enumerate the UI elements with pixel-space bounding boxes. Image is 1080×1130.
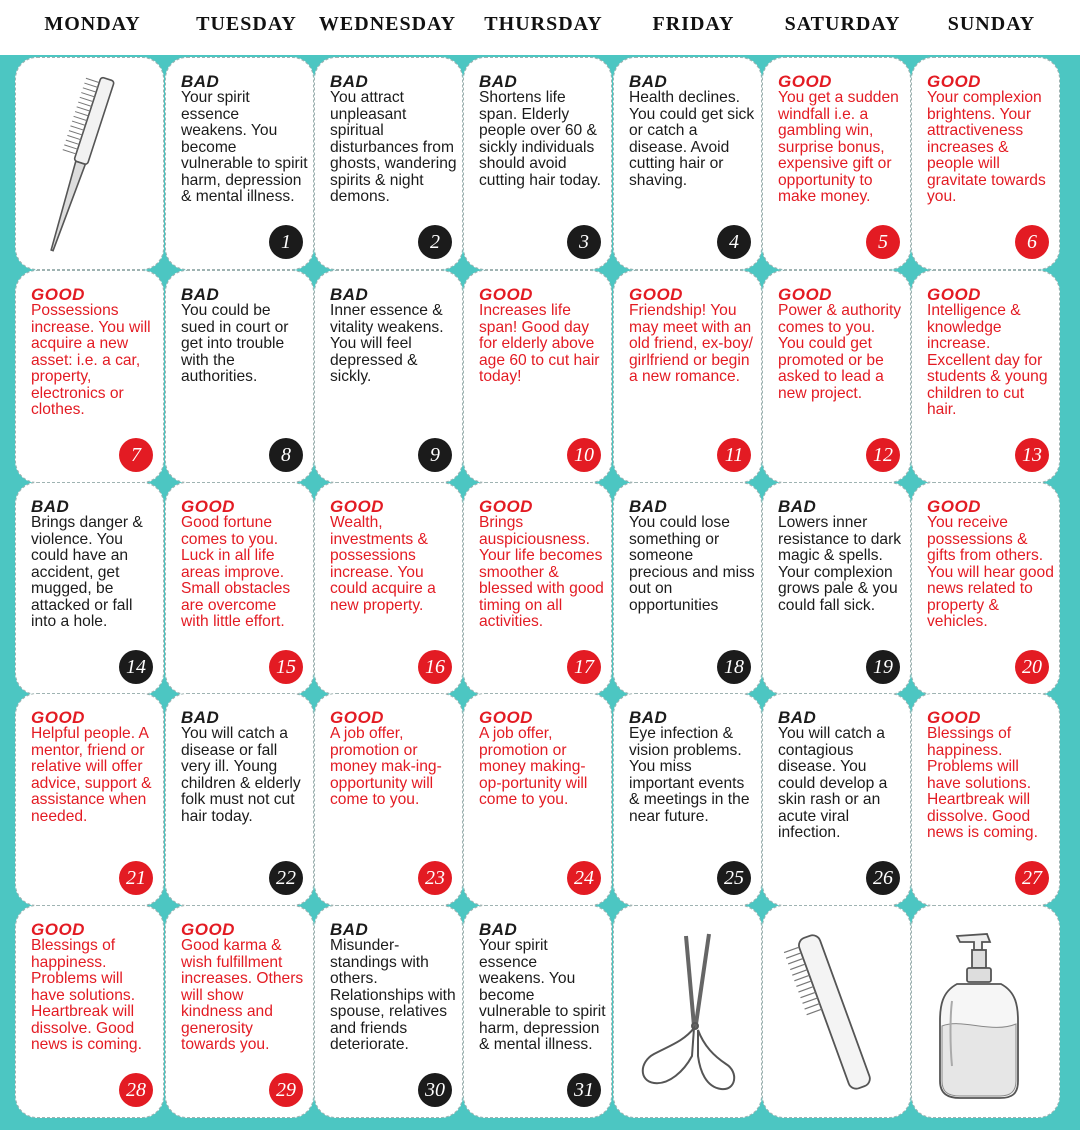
day-cell-15 (165, 482, 314, 695)
day-number-badge: 6 (1015, 225, 1049, 259)
day-number-badge: 3 (567, 225, 601, 259)
day-description: A job offer, promotion or money making-op-portunity will come to you. (479, 725, 588, 808)
day-description: Good karma & wish fulfillment increases. Others will show kindness and generosity towards you. (181, 937, 304, 1053)
rating-label: BAD (778, 497, 817, 516)
day-description: Your spirit essence weakens. You become vulnerable to spirit harm, depression & mental illness. (479, 937, 606, 1053)
day-number-badge: 7 (119, 438, 153, 472)
rating-label: GOOD (927, 497, 981, 516)
day-description: A job offer, promotion or money mak-ing-opportunity will come to you. (330, 725, 442, 808)
day-number-badge: 9 (418, 438, 452, 472)
rating-label: BAD (330, 72, 369, 91)
day-thursday: THURSDAY (484, 13, 603, 35)
illustration-cell-comb-2 (762, 905, 911, 1118)
day-cell-25 (613, 693, 762, 906)
day-description: You could lose something or someone precious and miss out on opportunities (629, 514, 755, 614)
illustration-cell-dispenser (911, 905, 1060, 1118)
day-number-badge: 25 (717, 861, 751, 895)
day-cell-9 (314, 270, 463, 483)
rating-label: BAD (479, 72, 518, 91)
day-cell-11 (613, 270, 762, 483)
rating-label: GOOD (778, 72, 832, 91)
day-wednesday: WEDNESDAY (318, 13, 457, 35)
day-cell-4 (613, 57, 762, 270)
rating-label: GOOD (330, 708, 384, 727)
day-cell-1 (165, 57, 314, 270)
day-cell-19 (762, 482, 911, 695)
day-description: Blessings of happiness. Problems will have solutions. Heartbreak will dissolve. Good news is coming. (31, 937, 142, 1053)
day-cell-12 (762, 270, 911, 483)
day-cell-26 (762, 693, 911, 906)
day-number-badge: 23 (418, 861, 452, 895)
rating-label: GOOD (330, 497, 384, 516)
comb-icon (763, 906, 911, 1118)
day-cell-13 (911, 270, 1060, 483)
rating-label: BAD (479, 920, 518, 939)
illustration-cell-comb (15, 57, 164, 270)
day-description: You will catch a disease or fall very ill. Young children & elderly folk must not cut hair today. (181, 725, 301, 825)
day-cell-7 (15, 270, 164, 483)
day-number-badge: 20 (1015, 650, 1049, 684)
day-description: Your spirit essence weakens. You become vulnerable to spirit harm, depression & mental illness. (181, 89, 308, 205)
day-cell-24 (463, 693, 612, 906)
day-cell-22 (165, 693, 314, 906)
day-description: Friendship! You may meet with an old friend, ex-boy/ girlfriend or begin a new romance. (629, 302, 753, 385)
rating-label: GOOD (479, 497, 533, 516)
rating-label: BAD (31, 497, 70, 516)
day-description: Your complexion brightens. Your attractiveness increases & people will gravitate towards you. (927, 89, 1046, 205)
day-cell-16 (314, 482, 463, 695)
day-cell-5 (762, 57, 911, 270)
day-number-badge: 19 (866, 650, 900, 684)
day-description: Good fortune comes to you. Luck in all life areas improve. Small obstacles are overcome with little effort. (181, 514, 291, 630)
day-description: You will catch a contagious disease. You could develop a skin rash or an acute viral infection. (778, 725, 888, 841)
day-description: Blessings of happiness. Problems will have solutions. Heartbreak will dissolve. Good news is coming. (927, 725, 1038, 841)
day-number-badge: 18 (717, 650, 751, 684)
day-number-badge: 16 (418, 650, 452, 684)
day-monday: MONDAY (44, 13, 141, 35)
day-cell-2 (314, 57, 463, 270)
day-description: You attract unpleasant spiritual disturbances from ghosts, wandering spirits & night demons. (330, 89, 457, 205)
day-number-badge: 29 (269, 1073, 303, 1107)
day-description: Lowers inner resistance to dark magic & spells. Your complexion grows pale & you could fall sick. (778, 514, 902, 614)
day-cell-30 (314, 905, 463, 1118)
rating-label: GOOD (31, 285, 85, 304)
rating-label: GOOD (181, 920, 235, 939)
rating-label: GOOD (479, 285, 533, 304)
day-friday: FRIDAY (652, 13, 735, 35)
day-number-badge: 17 (567, 650, 601, 684)
day-description: Misunder-standings with others. Relationships with spouse, relatives and friends deteriorate. (330, 937, 456, 1053)
day-number-badge: 24 (567, 861, 601, 895)
rating-label: BAD (778, 708, 817, 727)
day-description: You receive possessions & gifts from others. You will hear good news related to property & vehicles. (927, 514, 1054, 630)
day-cell-10 (463, 270, 612, 483)
day-description: Shortens life span. Elderly people over 60 & sickly individuals should avoid cutting hair today. (479, 89, 601, 189)
soap-dispenser-icon (912, 906, 1060, 1118)
day-cell-31 (463, 905, 612, 1118)
illustration-cell-scissors (613, 905, 762, 1118)
day-number-badge: 21 (119, 861, 153, 895)
day-number-badge: 11 (717, 438, 751, 472)
rating-label: GOOD (927, 285, 981, 304)
rating-label: BAD (629, 497, 668, 516)
day-cell-18 (613, 482, 762, 695)
rating-label: BAD (330, 285, 369, 304)
rating-label: BAD (181, 708, 220, 727)
day-number-badge: 5 (866, 225, 900, 259)
day-description: Intelligence & knowledge increase. Excellent day for students & young children to cut hair. (927, 302, 1048, 418)
rating-label: GOOD (629, 285, 683, 304)
day-number-badge: 4 (717, 225, 751, 259)
day-number-badge: 26 (866, 861, 900, 895)
day-description: Wealth, investments & possessions increase. You could acquire a new property. (330, 514, 436, 614)
day-saturday: SATURDAY (784, 13, 901, 35)
day-description: Brings auspiciousness. Your life becomes smoother & blessed with good timing on all activities. (479, 514, 604, 630)
rating-label: BAD (629, 72, 668, 91)
day-cell-14 (15, 482, 164, 695)
day-cell-21 (15, 693, 164, 906)
day-number-badge: 15 (269, 650, 303, 684)
day-cell-20 (911, 482, 1060, 695)
day-sunday: SUNDAY (947, 13, 1036, 35)
scissors-icon (614, 906, 762, 1118)
day-number-badge: 14 (119, 650, 153, 684)
rat-tail-comb-icon (16, 58, 164, 270)
rating-label: BAD (330, 920, 369, 939)
day-cell-3 (463, 57, 612, 270)
day-cell-29 (165, 905, 314, 1118)
rating-label: GOOD (181, 497, 235, 516)
day-cell-27 (911, 693, 1060, 906)
day-number-badge: 2 (418, 225, 452, 259)
weekday-header (0, 0, 1080, 55)
day-description: Helpful people. A mentor, friend or relative will offer advice, support & assistance when needed. (31, 725, 152, 825)
rating-label: GOOD (778, 285, 832, 304)
day-tuesday: TUESDAY (196, 13, 297, 35)
day-description: Health declines. You could get sick or catch a disease. Avoid cutting hair or shaving. (629, 89, 755, 189)
rating-label: GOOD (479, 708, 533, 727)
day-number-badge: 13 (1015, 438, 1049, 472)
day-description: Increases life span! Good day for elderly above age 60 to cut hair today! (479, 302, 600, 385)
rating-label: GOOD (31, 708, 85, 727)
rating-label: GOOD (31, 920, 85, 939)
day-cell-28 (15, 905, 164, 1118)
day-number-badge: 31 (567, 1073, 601, 1107)
day-number-badge: 22 (269, 861, 303, 895)
day-description: You get a sudden windfall i.e. a gambling win, surprise bonus, expensive gift or opportunity to make money. (778, 89, 899, 205)
day-number-badge: 1 (269, 225, 303, 259)
day-cell-8 (165, 270, 314, 483)
day-description: You could be sued in court or get into trouble with the authorities. (181, 302, 289, 385)
day-number-badge: 27 (1015, 861, 1049, 895)
day-number-badge: 12 (866, 438, 900, 472)
rating-label: BAD (181, 72, 220, 91)
day-number-badge: 10 (567, 438, 601, 472)
rating-label: BAD (181, 285, 220, 304)
day-number-badge: 30 (418, 1073, 452, 1107)
rating-label: GOOD (927, 72, 981, 91)
day-description: Inner essence & vitality weakens. You will feel depressed & sickly. (330, 302, 444, 385)
day-cell-6 (911, 57, 1060, 270)
day-description: Possessions increase. You will acquire a new asset: i.e. a car, property, electronics or clothes. (31, 302, 151, 418)
rating-label: GOOD (927, 708, 981, 727)
day-description: Brings danger & violence. You could have an accident, get mugged, be attacked or fall into a hole. (31, 514, 143, 630)
day-number-badge: 8 (269, 438, 303, 472)
day-description: Eye infection & vision problems. You miss important events & meetings in the near future. (629, 725, 750, 825)
day-cell-17 (463, 482, 612, 695)
day-number-badge: 28 (119, 1073, 153, 1107)
rating-label: BAD (629, 708, 668, 727)
day-cell-23 (314, 693, 463, 906)
day-description: Power & authority comes to you. You could get promoted or be asked to lead a new project. (778, 302, 902, 402)
